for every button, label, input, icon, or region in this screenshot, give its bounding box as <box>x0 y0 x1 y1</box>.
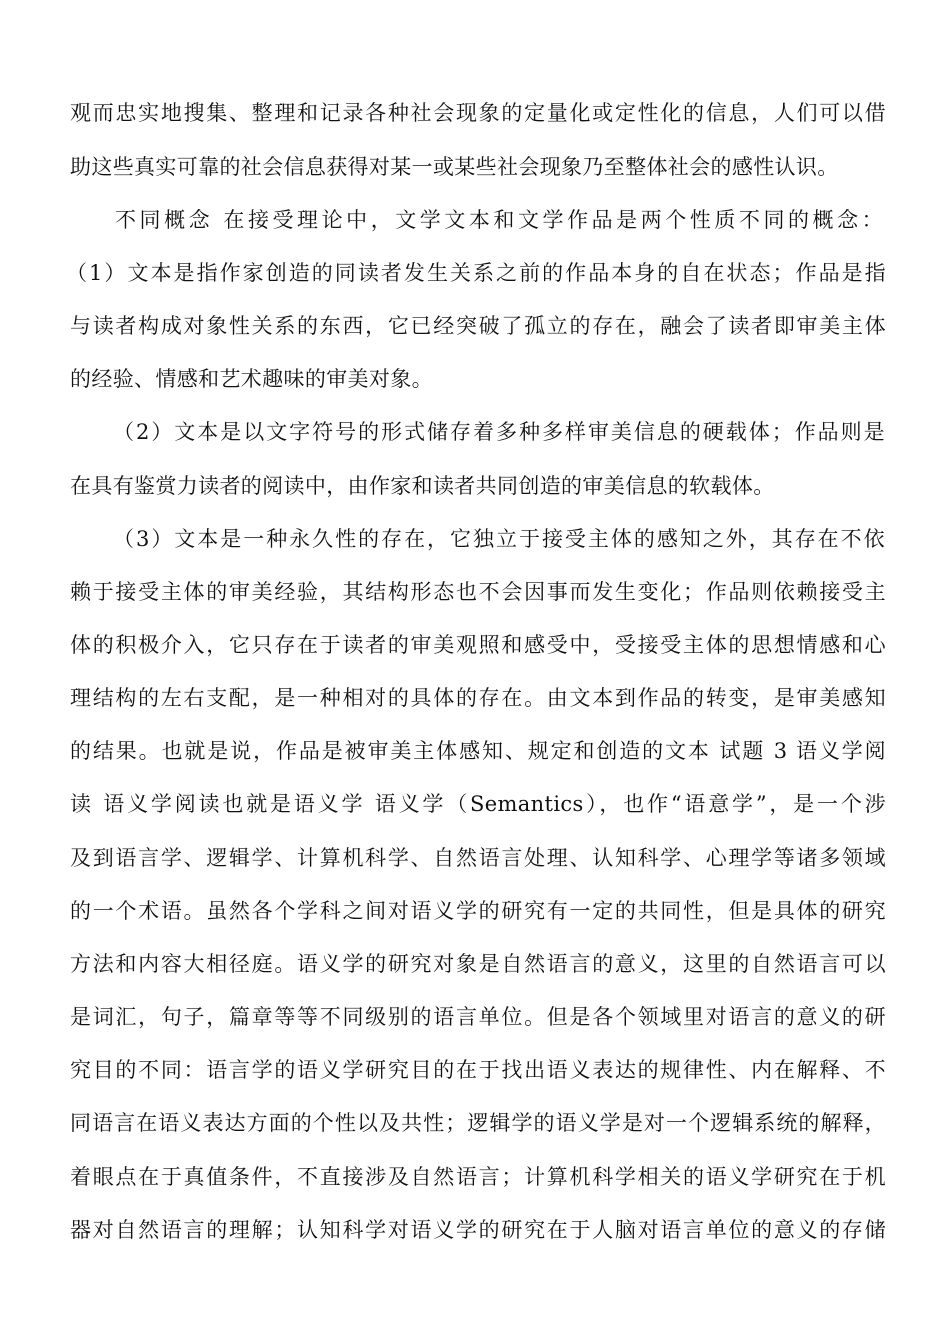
text-line: （3）文本是一种永久性的存在，它独立于接受主体的感知之外，其存在不依 <box>113 527 885 551</box>
text-line: 读 语义学阅读也就是语义学 语义学（Semantics），也作“语意学”，是一个涉 <box>70 792 886 816</box>
text-line: （2）文本是以文字符号的形式储存着多种多样审美信息的硬载体；作品则是 <box>113 420 885 444</box>
text-line: 同语言在语义表达方面的个性以及共性；逻辑学的语义学是对一个逻辑系统的解释， <box>70 1111 886 1135</box>
text-line: 方法和内容大相径庭。语义学的研究对象是自然语言的意义，这里的自然语言可以 <box>70 952 886 976</box>
text-line: 与读者构成对象性关系的东西，它已经突破了孤立的存在，融会了读者即审美主体 <box>70 314 886 338</box>
text-line: 究目的不同：语言学的语义学研究目的在于找出语义表达的规律性、内在解释、不 <box>70 1058 886 1082</box>
text-line: 体的积极介入，它只存在于读者的审美观照和感受中，受接受主体的思想情感和心 <box>70 633 886 657</box>
text-line: 在具有鉴赏力读者的阅读中，由作家和读者共同创造的审美信息的软载体。 <box>70 474 775 498</box>
text-line: 的经验、情感和艺术趣味的审美对象。 <box>70 367 433 391</box>
text-line: 器对自然语言的理解；认知科学对语义学的研究在于人脑对语言单位的意义的存储 <box>70 1218 886 1242</box>
paragraph-heading-line: 不同概念 在接受理论中，文学文本和文学作品是两个性质不同的概念： <box>115 208 883 232</box>
text-line: 观而忠实地搜集、整理和记录各种社会现象的定量化或定性化的信息，人们可以借 <box>70 101 886 125</box>
text-line: 理结构的左右支配，是一种相对的具体的存在。由文本到作品的转变，是审美感知 <box>70 686 886 710</box>
text-line: 着眼点在于真值条件，不直接涉及自然语言；计算机科学相关的语义学研究在于机 <box>70 1165 886 1189</box>
text-line: 助这些真实可靠的社会信息获得对某一或某些社会现象乃至整体社会的感性认识。 <box>70 155 839 179</box>
text-line: 的结果。也就是说，作品是被审美主体感知、规定和创造的文本 试题 3 语义学阅 <box>70 739 886 763</box>
text-line: （1）文本是指作家创造的同读者发生关系之前的作品本身的自在状态；作品是指 <box>66 261 886 285</box>
text-line: 赖于接受主体的审美经验，其结构形态也不会因事而发生变化；作品则依赖接受主 <box>70 580 886 604</box>
text-line: 的一个术语。虽然各个学科之间对语义学的研究有一定的共同性，但是具体的研究 <box>70 899 886 923</box>
text-line: 及到语言学、逻辑学、计算机科学、自然语言处理、认知科学、心理学等诸多领域 <box>70 846 886 870</box>
text-line: 是词汇，句子，篇章等等不同级别的语言单位。但是各个领域里对语言的意义的研 <box>70 1005 886 1029</box>
